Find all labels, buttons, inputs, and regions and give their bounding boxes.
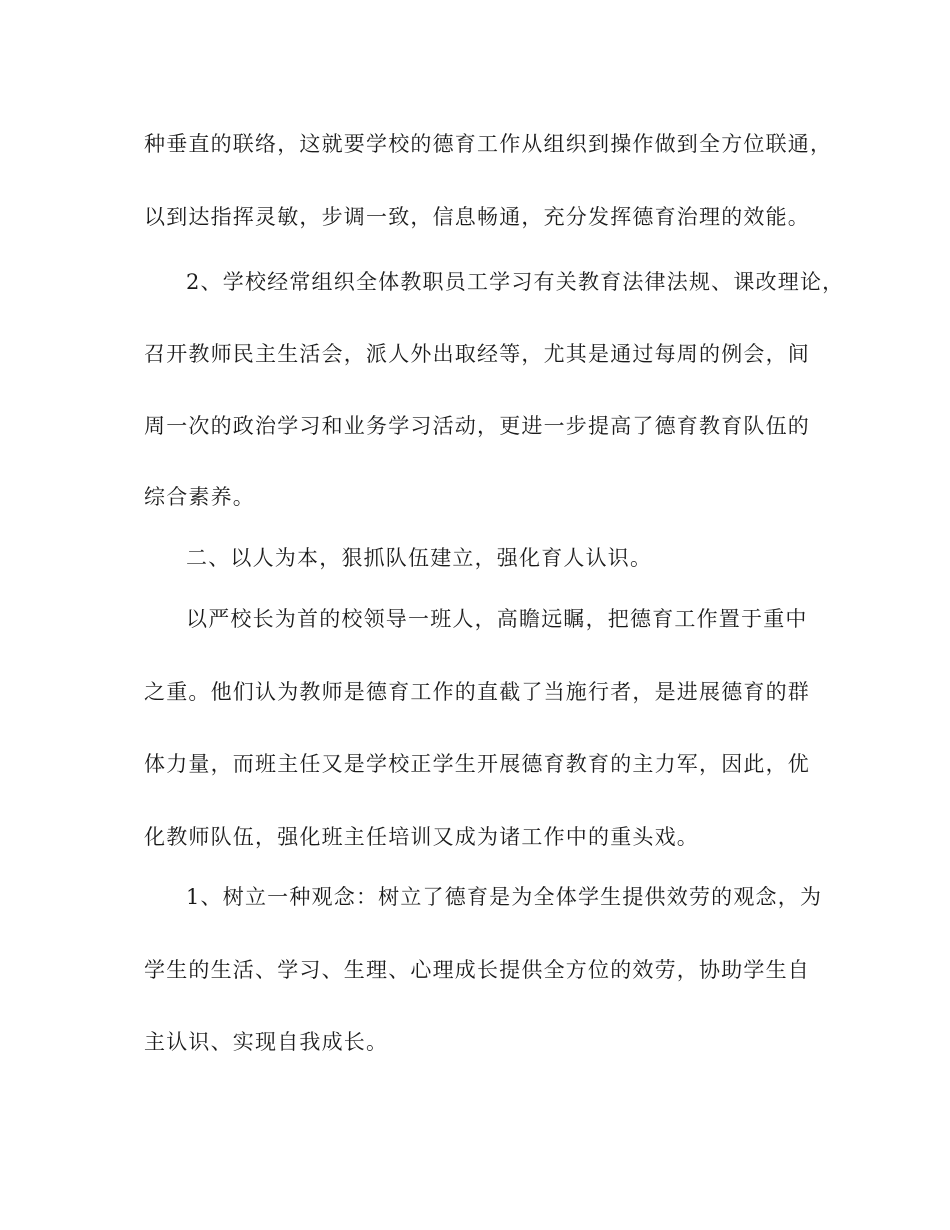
paragraph-line: 以严校长为首的校领导一班人，高瞻远瞩，把德育工作置于重中 [186,607,808,631]
paragraph-line: 之重。他们认为教师是德育工作的直截了当施行者，是进展德育的群 [144,680,810,704]
paragraph-line: 综合素养。 [144,485,255,509]
paragraph-line: 召开教师民主生活会，派人外出取经等，尤其是通过每周的例会，间 [144,342,810,366]
paragraph-line: 学生的生活、学习、生理、心理成长提供全方位的效劳，协助学生自 [144,958,810,982]
paragraph-line: 主认识、实现自我成长。 [144,1030,389,1054]
paragraph-line: 种垂直的联络，这就要学校的德育工作从组织到操作做到全方位联通， [144,132,833,156]
section-heading: 二、以人为本，狠抓队伍建立，强化育人认识。 [186,546,653,570]
paragraph-line: 体力量，而班主任又是学校正学生开展德育教育的主力军，因此，优 [144,752,810,776]
paragraph-line: 2、学校经常组织全体教职员工学习有关教育法律法规、课改理论， [186,270,845,294]
paragraph-line: 周一次的政治学习和业务学习活动，更进一步提高了德育教育队伍的 [144,414,810,438]
paragraph-line: 以到达指挥灵敏，步调一致，信息畅通，充分发挥德育治理的效能。 [144,205,810,229]
paragraph-line: 1、树立一种观念：树立了德育是为全体学生提供效劳的观念，为 [186,885,823,909]
paragraph-line: 化教师队伍，强化班主任培训又成为诸工作中的重头戏。 [144,825,699,849]
